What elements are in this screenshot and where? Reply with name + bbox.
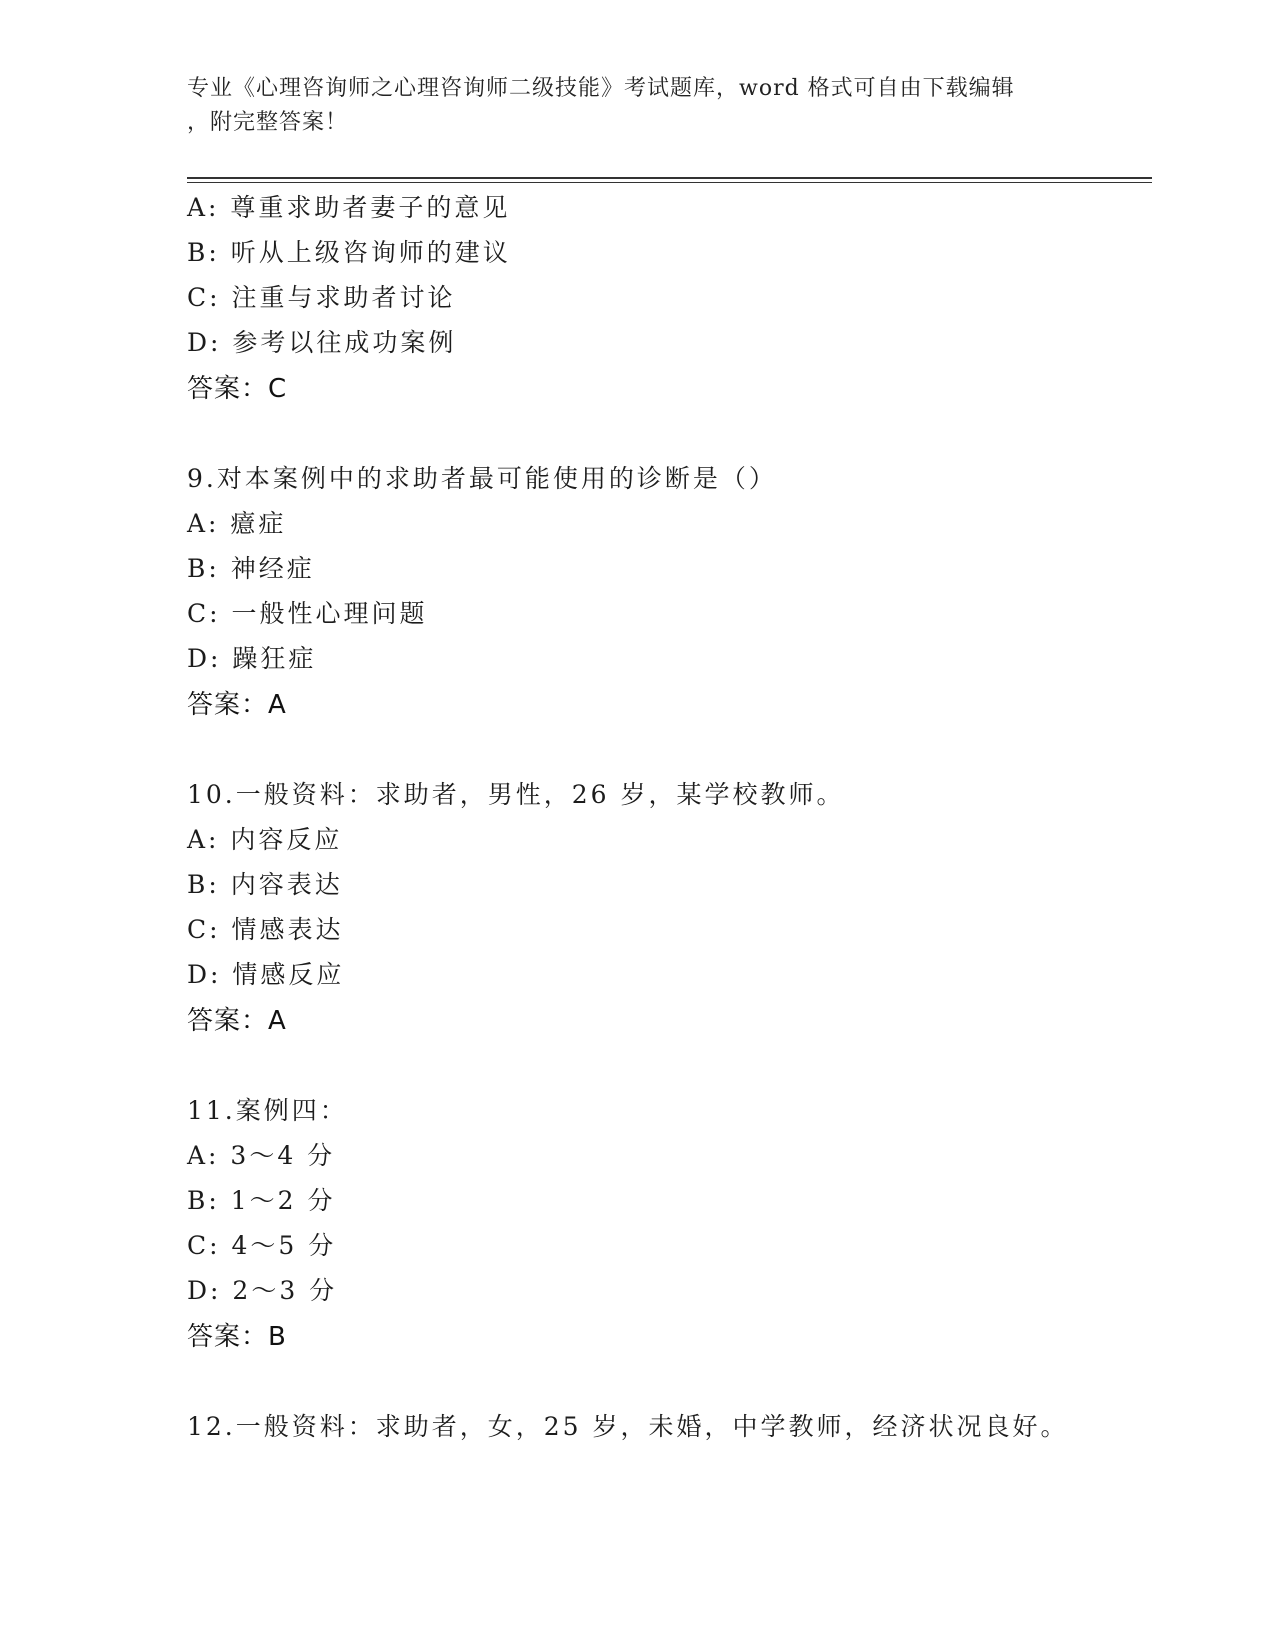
q11-option-a: A: 3～4 分	[187, 1141, 336, 1170]
q8-answer: 答案：C	[187, 374, 288, 404]
q11-option-c: C: 4～5 分	[187, 1231, 337, 1260]
header-divider-thick	[187, 177, 1152, 179]
q8-option-c: C: 注重与求助者讨论	[187, 283, 456, 312]
q9-option-d: D: 躁狂症	[187, 644, 317, 673]
header-divider-thin	[187, 182, 1152, 183]
q11-answer: 答案：B	[187, 1322, 287, 1352]
q8-option-a: A: 尊重求助者妻子的意见	[187, 193, 511, 222]
header-line-1: 专业《心理咨询师之心理咨询师二级技能》考试题库，word 格式可自由下载编辑	[187, 76, 1015, 101]
document-header	[187, 72, 1067, 140]
q9-answer: 答案：A	[187, 690, 287, 720]
q10-title: 10.一般资料：求助者，男性，26 岁，某学校教师。	[187, 780, 845, 809]
q9-option-b: B: 神经症	[187, 554, 315, 583]
q8-option-d: D: 参考以往成功案例	[187, 328, 457, 357]
q11-option-b: B: 1～2 分	[187, 1186, 336, 1215]
q10-option-a: A: 内容反应	[187, 825, 343, 854]
q11-title: 11.案例四：	[187, 1096, 348, 1125]
q10-option-c: C: 情感表达	[187, 915, 344, 944]
q9-option-c: C: 一般性心理问题	[187, 599, 428, 628]
q8-option-b: B: 听从上级咨询师的建议	[187, 238, 511, 267]
q10-option-b: B: 内容表达	[187, 870, 343, 899]
q10-answer: 答案：A	[187, 1006, 287, 1036]
q12-title: 12.一般资料：求助者，女，25 岁，未婚，中学教师，经济状况良好。	[187, 1412, 1069, 1441]
q11-option-d: D: 2～3 分	[187, 1276, 338, 1305]
q10-option-d: D: 情感反应	[187, 960, 345, 989]
q9-option-a: A: 癔症	[187, 509, 287, 538]
q9-title: 9.对本案例中的求助者最可能使用的诊断是（）	[187, 464, 777, 493]
header-line-2: ，附完整答案！	[187, 110, 349, 135]
